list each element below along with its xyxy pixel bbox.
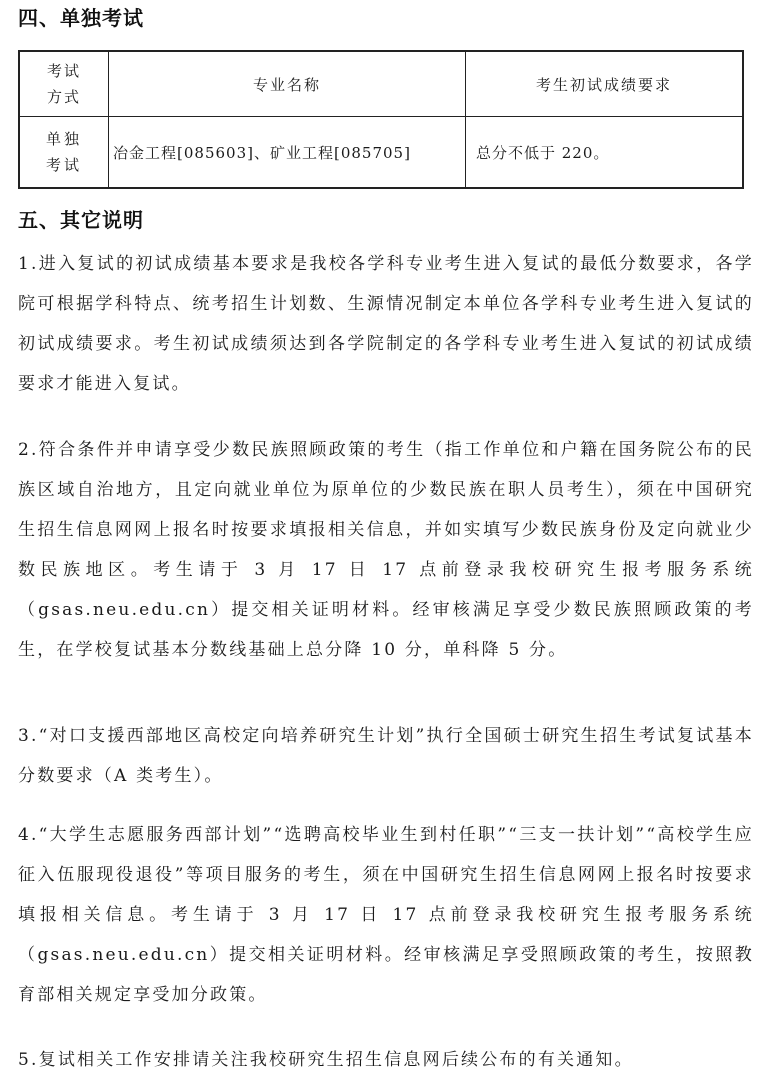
header-exam-mode-line2: 方式 bbox=[46, 88, 81, 106]
section-title-other-notes: 五、其它说明 bbox=[18, 208, 144, 232]
cell-exam-mode-line1: 单独 bbox=[45, 130, 82, 148]
header-score-requirement: 考生初试成绩要求 bbox=[466, 51, 744, 117]
note-paragraph-4: 4.“大学生志愿服务西部计划”“选聘高校毕业生到村任职”“三支一扶计划”“高校学生应征入伍服现役退役”等项目服务的考生，须在中国研究生招生信息网网上报名时按要求填报相关信息。考生请于 3 月 17 日 17 点前登录我校研究生报考服务系统（gsas.neu.edu.cn）提交相关证明材料。经审核满足享受照顾政策的考生，按照教育部相关规定享受加分政策。 bbox=[18, 825, 754, 1005]
note-paragraph-1: 1.进入复试的初试成绩基本要求是我校各学科专业考生进入复试的最低分数要求，各学院可根据学科特点、统考招生计划数、生源情况制定本单位各学科专业考生进入复试的初试成绩要求。考生初试成绩须达到各学院制定的各学科专业考生进入复试的初试成绩要求才能进入复试。 bbox=[18, 254, 754, 394]
header-major-name: 专业名称 bbox=[109, 51, 466, 117]
cell-score-requirement: 总分不低于 220。 bbox=[466, 117, 744, 189]
header-exam-mode-line1: 考试 bbox=[46, 62, 81, 80]
note-paragraph-3: 3.“对口支援西部地区高校定向培养研究生计划”执行全国硕士研究生招生考试复试基本分数要求（A 类考生）。 bbox=[18, 726, 754, 786]
note-paragraph-2: 2.符合条件并申请享受少数民族照顾政策的考生（指工作单位和户籍在国务院公布的民族区域自治地方，且定向就业单位为原单位的少数民族在职人员考生），须在中国研究生招生信息网网上报名时按要求填报相关信息，并如实填写少数民族身份及定向就业少数民族地区。考生请于 3 月 17 日 17 点前登录我校研究生报考服务系统（gsas.neu.edu.cn）提交相关证明材料。经审核满足享受少数民族照顾政策的考生，在学校复试基本分数线基础上总分降 10 分，单科降 5 分。 bbox=[18, 440, 754, 660]
cell-exam-mode bbox=[19, 117, 109, 189]
cell-major-name: 冶金工程[085603]、矿业工程[085705] bbox=[109, 117, 466, 189]
section-title-single-exam: 四、单独考试 bbox=[18, 6, 144, 30]
note-paragraph-5: 5.复试相关工作安排请关注我校研究生招生信息网后续公布的有关通知。 bbox=[18, 1050, 634, 1070]
single-exam-table bbox=[18, 50, 744, 189]
table-row bbox=[19, 117, 743, 189]
table-header-row bbox=[19, 51, 743, 117]
cell-exam-mode-line2: 考试 bbox=[45, 156, 82, 174]
header-exam-mode bbox=[19, 51, 109, 117]
